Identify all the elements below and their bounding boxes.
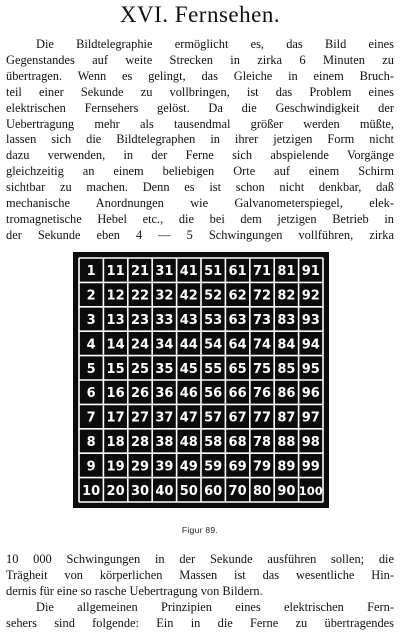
grid-cell-number: 16 [106,386,125,402]
grid-cell-number: 52 [204,288,223,304]
text-line: Gegenstandes auf weite Strecken in zirka 6 Minuten zu [6,52,394,67]
grid-cell-number: 51 [204,264,223,280]
grid-cell-number: 10 [82,483,101,499]
grid-cell-number: 49 [179,459,198,475]
grid-cell-number: 55 [204,361,223,377]
text-line: tromagnetische Hebel etc., die bei dem jetzigen Betrieb in [6,211,394,226]
grid-cell-number: 59 [204,459,223,475]
text-line: lassen sich die Bildtelegraphen in ihrer jetzigen Form nicht [6,132,394,147]
grid-cell-number: 7 [86,410,96,426]
grid-cell-number: 5 [86,361,96,377]
grid-cell-number: 15 [106,361,125,377]
grid-cell-number: 18 [106,435,125,450]
grid-cell-number: 27 [130,410,150,426]
grid-cell-number: 22 [130,288,150,304]
grid-cell-number: 17 [106,410,125,426]
grid-cell-number: 70 [228,483,247,499]
number-grid-svg [73,252,329,508]
grid-cell-number: 86 [277,386,296,402]
text-line: elektrischen Fernsehers gelöst. Da die Geschwindigkeit der [6,100,394,115]
grid-cell-number: 13 [106,313,125,328]
grid-cell-number: 9 [86,459,96,475]
grid-cell-number: 99 [301,459,320,475]
grid-cell-number: 83 [277,313,296,328]
grid-cell-number: 69 [228,459,247,475]
grid-cell-number: 58 [204,435,223,450]
grid-cell-number: 39 [155,459,174,475]
grid-cell-number: 28 [130,435,150,450]
grid-cell-number: 97 [301,410,320,426]
grid-cell-number: 60 [204,483,223,499]
grid-cell-number: 80 [252,483,272,499]
text-line: der Sekunde eben 4 — 5 Schwingungen vollführen, zirka [6,227,394,242]
grid-cell-number: 2 [86,288,96,304]
grid-cell-number: 75 [252,361,272,377]
grid-cell-number: 1 [86,264,96,280]
grid-cell-number: 20 [106,483,125,499]
grid-cell-number: 66 [228,386,247,402]
text-line: übertragen. Wenn es gelingt, das Gleiche in einem Bruch- [6,68,394,83]
figure-number-grid [73,252,329,508]
grid-cell-number: 24 [130,337,150,353]
grid-cell-number: 4 [86,337,96,353]
grid-cell-number: 57 [204,410,223,426]
grid-cell-number: 8 [86,435,96,450]
grid-cell-number: 90 [277,483,296,499]
grid-cell-number: 89 [277,459,296,475]
grid-cell-number: 11 [106,264,125,280]
text-line: Trägheit von körperlichen Massen ist das wesentliche Hin- [6,567,394,582]
grid-cell-number: 40 [155,483,174,499]
grid-cell-number: 71 [252,264,272,280]
grid-cell-number: 54 [204,337,223,353]
text-line: dernis für eine so rasche Uebertragung von Bildern. [6,583,263,598]
grid-cell-number: 35 [155,361,174,377]
grid-cell-number: 72 [252,288,272,304]
paragraph-1 [6,37,394,244]
grid-cell-number: 34 [155,337,174,353]
grid-cell-number: 92 [301,288,320,304]
grid-cell-number: 67 [228,410,247,426]
grid-cell-number: 25 [130,361,150,377]
grid-cell-number: 96 [301,386,320,402]
text-line: sichtbar zu machen. Denn es ist schon nicht denkbar, daß [6,180,394,195]
text-line: 10 000 Schwingungen in der Sekunde ausführen sollen; die [6,552,394,566]
grid-cell-number: 94 [301,337,320,353]
grid-cell-number: 88 [277,435,296,450]
text-line: gleichzeitig an einem beliebigen Orte auf einem Schirm [6,164,394,179]
grid-cell-number: 93 [301,313,320,328]
grid-cell-number: 46 [179,386,198,402]
chapter-title: XVI. Fernsehen. [119,2,281,27]
grid-cell-number: 77 [252,410,272,426]
grid-cell-number: 84 [277,337,296,353]
grid-cell-number: 64 [228,337,247,353]
grid-cell-number: 76 [252,386,272,402]
grid-cell-number: 31 [155,264,174,280]
grid-cell-number: 23 [130,313,150,328]
grid-cell-number: 26 [130,386,150,402]
grid-cell-number: 48 [179,435,198,450]
grid-cell-number: 37 [155,410,174,426]
grid-cell-number: 47 [179,410,198,426]
grid-cell-number: 19 [106,459,125,475]
text-line: dazu verwenden, in der Ferne sich abspielende Vorgänge [6,148,394,163]
grid-cell-number: 38 [155,435,174,450]
grid-cell-number: 6 [86,386,96,402]
grid-cell-number: 82 [277,288,296,304]
grid-cell-number: 44 [179,337,198,353]
grid-cell-number: 100 [298,483,323,498]
grid-cell-number: 87 [277,410,296,426]
grid-cell-number: 21 [130,264,150,280]
grid-cell-number: 62 [228,288,247,304]
grid-cell-number: 43 [179,313,198,328]
figure-caption: Figur 89. [181,525,219,535]
text-line: Die allgemeinen Prinzipien eines elektrischen Fern- [36,599,394,614]
grid-cell-number: 33 [155,313,174,328]
text-line: Die Bildtelegraphie ermöglicht es, das Bild eines [36,37,394,51]
grid-cell-number: 81 [277,264,296,280]
grid-cell-number: 36 [155,386,174,402]
text-line: mechanische Anordnungen wie Galvanometerspiegel, elek- [6,196,394,211]
text-line: sehers sind folgende: Ein in die Ferne zu übertragendes [6,615,394,630]
grid-cell-number: 91 [301,264,320,280]
grid-cell-number: 50 [179,483,198,499]
grid-cell-number: 95 [301,361,320,377]
grid-cell-number: 74 [252,337,272,353]
paragraph-2 [6,552,394,632]
grid-cell-number: 32 [155,288,174,304]
grid-cell-number: 56 [204,386,223,402]
text-line: teil einer Sekunde zu vollbringen, ist das Problem eines [6,84,394,99]
grid-cell-number: 45 [179,361,198,377]
grid-cell-number: 61 [228,264,247,280]
grid-cell-number: 30 [130,483,150,499]
grid-cell-number: 29 [130,459,150,475]
text-line: Uebertragung mehr als tausendmal größer werden müßte, [6,116,394,131]
grid-cell-number: 12 [106,288,125,304]
grid-cell-number: 63 [228,313,247,328]
grid-cell-number: 68 [228,435,247,450]
grid-cell-number: 3 [86,313,96,328]
grid-cell-number: 98 [301,435,320,450]
grid-cell-number: 14 [106,337,125,353]
grid-cell-number: 41 [179,264,198,280]
grid-cell-number: 53 [204,313,223,328]
grid-cell-number: 79 [252,459,272,475]
grid-cell-number: 42 [179,288,198,304]
grid-cell-number: 78 [252,435,272,450]
grid-cell-number: 73 [252,313,272,328]
grid-cell-number: 65 [228,361,247,377]
grid-cell-number: 85 [277,361,296,377]
